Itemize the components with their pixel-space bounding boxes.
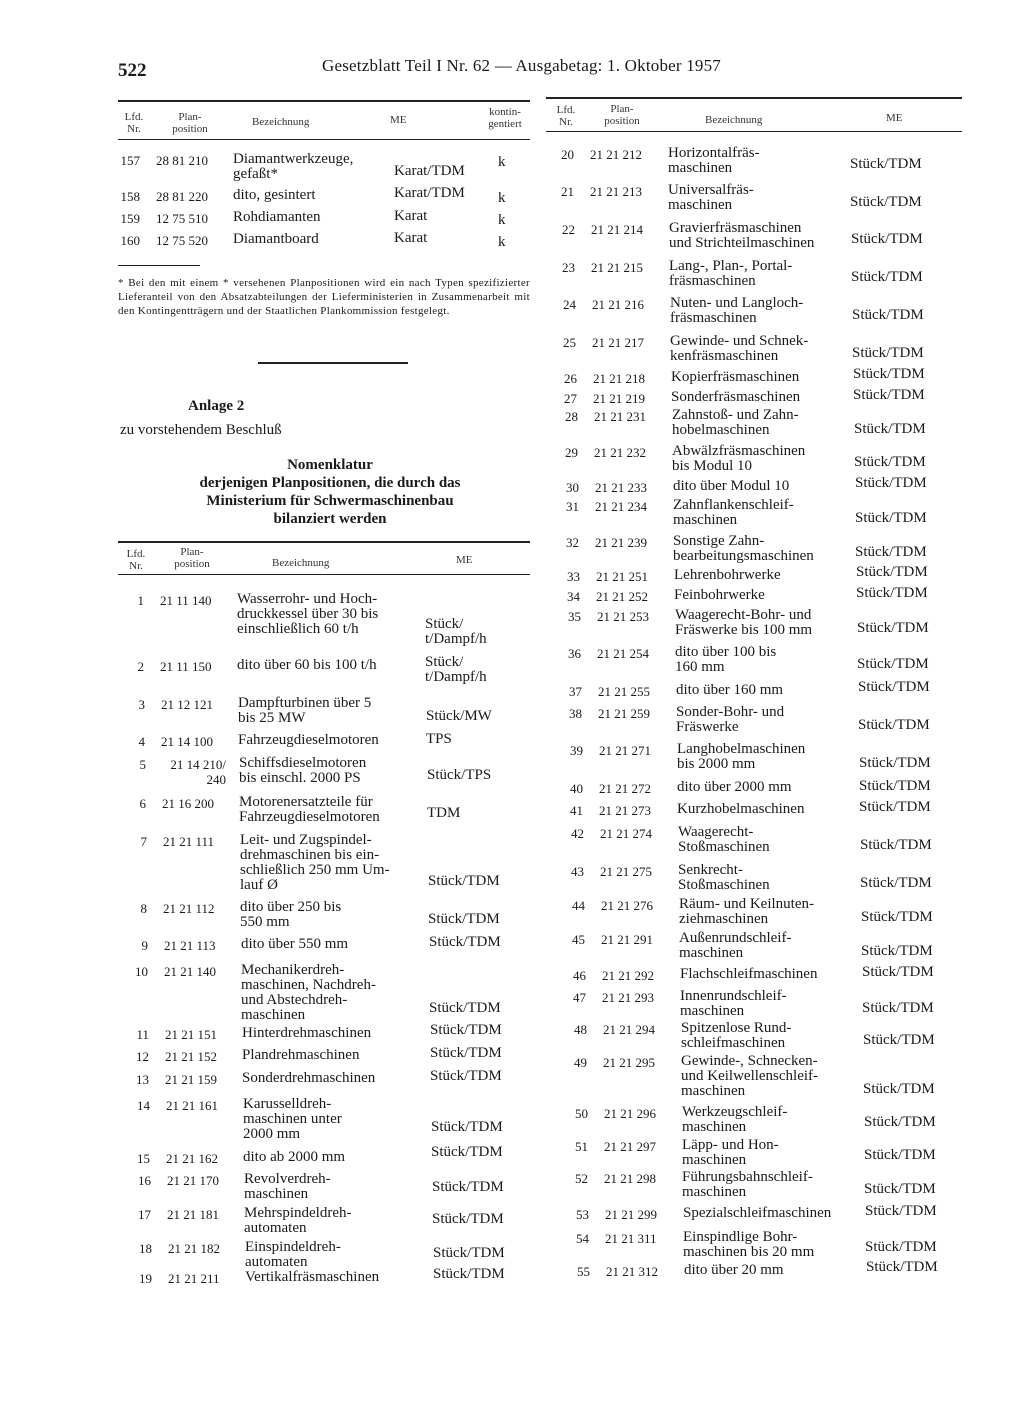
plan-position: 21 21 294	[603, 1022, 655, 1037]
designation: Revolverdreh- maschinen	[244, 1171, 331, 1202]
row-number: 48	[574, 1022, 587, 1037]
designation: Diamantwerkzeuge, gefaßt*	[233, 151, 354, 182]
row-number: 38	[569, 706, 582, 721]
plan-position: 21 21 311	[605, 1231, 657, 1246]
row-number: 41	[570, 803, 583, 818]
row-number: 9	[141, 938, 148, 953]
row-number: 27	[564, 391, 577, 406]
plan-position: 21 21 253	[597, 609, 649, 624]
plan-position: 12 75 510	[156, 211, 208, 226]
unit-of-measure: Stück/TDM	[855, 475, 927, 491]
plan-position: 21 21 159	[165, 1072, 217, 1087]
row-number: 35	[568, 609, 581, 624]
unit-of-measure: Stück/TDM	[859, 778, 931, 794]
unit-of-measure: Stück/TDM	[430, 1022, 502, 1038]
designation: Räum- und Keilnuten- ziehmaschinen	[679, 896, 814, 927]
plan-position: 21 21 216	[592, 297, 644, 312]
unit-of-measure: Stück/TDM	[857, 656, 929, 672]
designation: Außenrundschleif- maschinen	[679, 930, 792, 961]
plan-position: 21 21 218	[593, 371, 645, 386]
unit-of-measure: Stück/TDM	[852, 307, 924, 323]
row-number: 30	[566, 480, 579, 495]
designation: Innenrundschleif- maschinen	[680, 988, 787, 1019]
unit-of-measure: Stück/TDM	[859, 799, 931, 815]
unit-of-measure: Stück/TDM	[864, 1181, 936, 1197]
designation: Horizontalfräs- maschinen	[668, 145, 760, 176]
row-number: 43	[571, 864, 584, 879]
rule	[118, 139, 530, 140]
designation: Senkrecht- Stoßmaschinen	[678, 862, 770, 893]
row-number: 160	[120, 233, 140, 248]
row-number: 17	[138, 1207, 151, 1222]
row-number: 39	[570, 743, 583, 758]
plan-position: 21 11 150	[160, 659, 212, 674]
row-number: 28	[565, 409, 578, 424]
unit-of-measure: Stück/TDM	[864, 1147, 936, 1163]
row-number: 37	[569, 684, 582, 699]
plan-position: 21 21 182	[168, 1241, 220, 1256]
designation: dito, gesintert	[233, 187, 316, 203]
plan-position: 21 21 292	[602, 968, 654, 983]
designation: Schiffsdieselmotoren bis einschl. 2000 PS	[239, 755, 367, 786]
unit-of-measure: Stück/TDM	[853, 387, 925, 403]
plan-position: 21 21 295	[603, 1055, 655, 1070]
designation: Lang-, Plan-, Portal- fräsmaschinen	[669, 258, 793, 289]
col-header-bezeichnung: Bezeichnung	[705, 114, 763, 126]
unit-of-measure: Stück/TDM	[430, 1045, 502, 1061]
plan-position: 21 21 251	[596, 569, 648, 584]
designation: Flachschleifmaschinen	[680, 966, 818, 982]
row-number: 19	[139, 1271, 152, 1286]
unit-of-measure: Karat	[394, 208, 428, 224]
designation: Waagerecht-Bohr- und Fräswerke bis 100 mm	[675, 607, 813, 638]
col-header-me: ME	[390, 114, 407, 126]
plan-position: 21 12 121	[161, 697, 213, 712]
designation: Motorenersatzteile für Fahrzeugdieselmotoren	[239, 794, 380, 825]
plan-position: 21 21 276	[601, 898, 653, 913]
unit-of-measure: Stück/ t/Dampf/h	[425, 654, 487, 685]
rule	[118, 541, 530, 543]
unit-of-measure: Stück/TDM	[854, 454, 926, 470]
unit-of-measure: Stück/TDM	[858, 717, 930, 733]
unit-of-measure: Stück/TDM	[429, 934, 501, 950]
unit-of-measure: Stück/TDM	[861, 909, 933, 925]
row-number: 51	[575, 1139, 588, 1154]
plan-position: 21 21 112	[163, 901, 215, 916]
unit-of-measure: Stück/TDM	[856, 585, 928, 601]
row-number: 44	[572, 898, 585, 913]
unit-of-measure: Karat/TDM	[394, 163, 465, 179]
col-header-lfd: Lfd. Nr.	[124, 111, 144, 135]
designation: Gewinde- und Schnek- kenfräsmaschinen	[670, 333, 809, 364]
plan-position: 21 21 296	[604, 1106, 656, 1121]
unit-of-measure: Stück/TDM	[865, 1203, 937, 1219]
row-number: 159	[120, 211, 140, 226]
plan-position: 21 21 254	[597, 646, 649, 661]
unit-of-measure: Stück/TDM	[856, 564, 928, 580]
row-number: 47	[573, 990, 586, 1005]
page-number: 522	[118, 60, 147, 81]
unit-of-measure: Stück/TDM	[852, 345, 924, 361]
row-number: 45	[572, 932, 585, 947]
unit-of-measure: Stück/TPS	[427, 767, 492, 783]
designation: dito über 100 bis 160 mm	[675, 644, 777, 675]
col-header-planposition: Plan- position	[172, 111, 208, 135]
plan-position: 21 21 215	[591, 260, 643, 275]
plan-position: 21 21 299	[605, 1207, 657, 1222]
designation: Feinbohrwerke	[674, 587, 765, 603]
unit-of-measure: Stück/TDM	[865, 1239, 937, 1255]
designation: Dampfturbinen über 5 bis 25 MW	[238, 695, 372, 726]
unit-of-measure: Stück/TDM	[858, 679, 930, 695]
designation: Zahnstoß- und Zahn- hobelmaschinen	[672, 407, 799, 438]
unit-of-measure: Stück/TDM	[862, 964, 934, 980]
designation: Langhobelmaschinen bis 2000 mm	[677, 741, 806, 772]
designation: Universalfräs- maschinen	[668, 182, 754, 213]
row-number: 54	[576, 1231, 589, 1246]
unit-of-measure: Stück/MW	[426, 708, 492, 724]
col-header-kontingentiert: kontin- gentiert	[488, 106, 522, 130]
row-number: 25	[563, 335, 576, 350]
row-number: 15	[137, 1151, 150, 1166]
designation: dito über 60 bis 100 t/h	[237, 657, 377, 673]
unit-of-measure: Stück/TDM	[850, 194, 922, 210]
row-number: 158	[120, 189, 140, 204]
designation: dito ab 2000 mm	[243, 1149, 346, 1165]
designation: Gravierfräsmaschinen und Strichteilmaschinen	[669, 220, 815, 251]
unit-of-measure: TDM	[427, 805, 461, 821]
plan-position: 21 21 152	[165, 1049, 217, 1064]
designation: Hinterdrehmaschinen	[242, 1025, 372, 1041]
row-number: 31	[566, 499, 579, 514]
designation: Spitzenlose Rund- schleifmaschinen	[681, 1020, 792, 1051]
footnote: * Bei den mit einem * versehenen Planpositionen wird ein nach Typen spezifizierter Lieferanteil von den Absatzabteilungen der Lieferministerien in Zusammenarbeit mit den Kontingentträgern und der Staatlichen Plankommission festgelegt.	[118, 277, 530, 317]
row-number: 5	[139, 757, 146, 772]
plan-position: 21 21 233	[595, 480, 647, 495]
row-number: 11	[136, 1027, 149, 1042]
plan-position: 21 21 213	[590, 184, 642, 199]
row-number: 12	[136, 1049, 149, 1064]
plan-position: 21 21 275	[600, 864, 652, 879]
row-number: 2	[137, 659, 144, 674]
row-number: 32	[566, 535, 579, 550]
plan-position: 21 21 293	[602, 990, 654, 1005]
col-header-bezeichnung: Bezeichnung	[272, 557, 330, 569]
rule	[118, 100, 530, 102]
row-number: 52	[575, 1171, 588, 1186]
plan-position: 21 14 100	[161, 734, 213, 749]
designation: Abwälzfräsmaschinen bis Modul 10	[672, 443, 806, 474]
unit-of-measure: Stück/ t/Dampf/h	[425, 616, 487, 647]
plan-position: 21 14 210/ 240	[170, 757, 226, 787]
designation: dito über Modul 10	[673, 478, 790, 494]
unit-of-measure: Stück/TDM	[432, 1211, 504, 1227]
plan-position: 21 21 255	[598, 684, 650, 699]
designation: Kurzhobelmaschinen	[677, 801, 805, 817]
designation: Einspindeldreh- automaten	[245, 1239, 341, 1270]
row-number: 8	[140, 901, 147, 916]
row-number: 24	[563, 297, 576, 312]
designation: dito über 2000 mm	[677, 779, 792, 795]
plan-position: 21 21 214	[591, 222, 643, 237]
unit-of-measure: Stück/TDM	[431, 1144, 503, 1160]
plan-position: 21 21 162	[166, 1151, 218, 1166]
designation: Waagerecht- Stoßmaschinen	[678, 824, 770, 855]
row-number: 1	[137, 593, 144, 608]
row-number: 157	[120, 153, 140, 168]
row-number: 20	[561, 147, 574, 162]
rule	[546, 131, 962, 132]
plan-position: 21 21 274	[600, 826, 652, 841]
annex-subtitle: zu vorstehendem Beschluß	[120, 422, 282, 438]
col-header-me: ME	[456, 554, 473, 566]
designation: Karusselldreh- maschinen unter 2000 mm	[243, 1096, 342, 1142]
designation: Spezialschleifmaschinen	[683, 1205, 832, 1221]
row-number: 34	[567, 589, 580, 604]
designation: dito über 250 bis 550 mm	[240, 899, 342, 930]
rule	[118, 574, 530, 575]
unit-of-measure: Stück/TDM	[866, 1259, 938, 1275]
col-header-lfd: Lfd. Nr.	[556, 104, 576, 128]
plan-position: 21 21 234	[595, 499, 647, 514]
designation: dito über 160 mm	[676, 682, 784, 698]
designation: Nuten- und Langloch- fräsmaschinen	[670, 295, 804, 326]
unit-of-measure: Stück/TDM	[862, 1000, 934, 1016]
annex-title: Anlage 2	[188, 398, 245, 414]
row-number: 23	[562, 260, 575, 275]
unit-of-measure: Stück/TDM	[429, 1000, 501, 1016]
unit-of-measure: Stück/TDM	[428, 873, 500, 889]
designation: Kopierfräsmaschinen	[671, 369, 800, 385]
plan-position: 21 21 252	[596, 589, 648, 604]
plan-position: 21 21 140	[164, 964, 216, 979]
rule	[258, 362, 408, 364]
designation: dito über 20 mm	[684, 1262, 784, 1278]
row-number: 4	[138, 734, 145, 749]
plan-position: 21 21 219	[593, 391, 645, 406]
designation: Sonder-Bohr- und Fräswerke	[676, 704, 785, 735]
plan-position: 21 21 170	[167, 1173, 219, 1188]
contingent-flag: k	[498, 234, 506, 250]
row-number: 29	[565, 445, 578, 460]
unit-of-measure: Stück/TDM	[851, 269, 923, 285]
plan-position: 21 21 272	[599, 781, 651, 796]
row-number: 21	[561, 184, 574, 199]
designation: Läpp- und Hon- maschinen	[682, 1137, 779, 1168]
col-header-me: ME	[886, 112, 903, 124]
row-number: 6	[139, 796, 146, 811]
plan-position: 12 75 520	[156, 233, 208, 248]
unit-of-measure: Stück/TDM	[861, 943, 933, 959]
unit-of-measure: Stück/TDM	[432, 1179, 504, 1195]
row-number: 13	[136, 1072, 149, 1087]
row-number: 36	[568, 646, 581, 661]
row-number: 10	[135, 964, 148, 979]
col-header-planposition: Plan- position	[174, 546, 210, 570]
designation: Mechanikerdreh- maschinen, Nachdreh- und Abstechdreh- maschinen	[241, 962, 376, 1023]
row-number: 50	[575, 1106, 588, 1121]
unit-of-measure: Stück/TDM	[853, 366, 925, 382]
row-number: 33	[567, 569, 580, 584]
unit-of-measure: Stück/TDM	[864, 1114, 936, 1130]
plan-position: 21 21 232	[594, 445, 646, 460]
designation: Einspindlige Bohr- maschinen bis 20 mm	[683, 1229, 815, 1260]
plan-position: 21 21 111	[163, 834, 215, 849]
contingent-flag: k	[498, 190, 506, 206]
plan-position: 21 21 291	[601, 932, 653, 947]
designation: Leit- und Zugspindel- drehmaschinen bis ein- schließlich 250 mm Um- lauf Ø	[240, 832, 390, 893]
plan-position: 21 21 217	[592, 335, 644, 350]
designation: Sonderdrehmaschinen	[242, 1070, 376, 1086]
unit-of-measure: Karat/TDM	[394, 185, 465, 201]
plan-position: 21 21 312	[606, 1264, 658, 1279]
row-number: 53	[576, 1207, 589, 1222]
designation: Sonderfräsmaschinen	[671, 389, 801, 405]
plan-position: 21 21 259	[598, 706, 650, 721]
designation: dito über 550 mm	[241, 936, 349, 952]
unit-of-measure: Stück/TDM	[863, 1032, 935, 1048]
unit-of-measure: Stück/TDM	[857, 620, 929, 636]
designation: Lehrenbohrwerke	[674, 567, 781, 583]
row-number: 46	[573, 968, 586, 983]
designation: Rohdiamanten	[233, 209, 321, 225]
unit-of-measure: Stück/TDM	[431, 1119, 503, 1135]
unit-of-measure: Stück/TDM	[433, 1245, 505, 1261]
plan-position: 21 21 211	[168, 1271, 220, 1286]
plan-position: 21 11 140	[160, 593, 212, 608]
row-number: 49	[574, 1055, 587, 1070]
unit-of-measure: Stück/TDM	[860, 875, 932, 891]
unit-of-measure: Stück/TDM	[855, 544, 927, 560]
plan-position: 21 21 273	[599, 803, 651, 818]
plan-position: 21 21 151	[165, 1027, 217, 1042]
plan-position: 28 81 210	[156, 153, 208, 168]
unit-of-measure: Stück/TDM	[863, 1081, 935, 1097]
designation: Vertikalfräsmaschinen	[245, 1269, 380, 1285]
plan-position: 21 21 298	[604, 1171, 656, 1186]
rule	[118, 265, 200, 266]
plan-position: 21 21 113	[164, 938, 216, 953]
row-number: 55	[577, 1264, 590, 1279]
plan-position: 21 21 181	[167, 1207, 219, 1222]
row-number: 16	[138, 1173, 151, 1188]
designation: Plandrehmaschinen	[242, 1047, 360, 1063]
designation: Führungsbahnschleif- maschinen	[682, 1169, 813, 1200]
row-number: 42	[571, 826, 584, 841]
plan-position: 21 21 161	[166, 1098, 218, 1113]
plan-position: 28 81 220	[156, 189, 208, 204]
col-header-lfd: Lfd. Nr.	[126, 548, 146, 572]
row-number: 22	[562, 222, 575, 237]
row-number: 7	[140, 834, 147, 849]
unit-of-measure: Stück/TDM	[859, 755, 931, 771]
designation: Diamantboard	[233, 231, 319, 247]
unit-of-measure: Stück/TDM	[850, 156, 922, 172]
row-number: 18	[139, 1241, 152, 1256]
unit-of-measure: Stück/TDM	[430, 1068, 502, 1084]
col-header-planposition: Plan- position	[604, 103, 640, 127]
plan-position: 21 21 231	[594, 409, 646, 424]
unit-of-measure: Stück/TDM	[428, 911, 500, 927]
plan-position: 21 16 200	[162, 796, 214, 811]
plan-position: 21 21 212	[590, 147, 642, 162]
row-number: 3	[138, 697, 145, 712]
unit-of-measure: Stück/TDM	[851, 231, 923, 247]
designation: Fahrzeugdieselmotoren	[238, 732, 379, 748]
nomenclature-heading: Nomenklatur derjenigen Planpositionen, die durch das Ministerium für Schwermaschinenbau bilanziert werden	[199, 457, 461, 527]
unit-of-measure: TPS	[426, 731, 452, 747]
rule	[546, 97, 962, 99]
designation: Wasserrohr- und Hoch- druckkessel über 30 bis einschließlich 60 t/h	[237, 591, 379, 637]
col-header-bezeichnung: Bezeichnung	[252, 116, 310, 128]
unit-of-measure: Stück/TDM	[860, 837, 932, 853]
running-title: Gesetzblatt Teil I Nr. 62 — Ausgabetag: 1. Oktober 1957	[322, 56, 722, 75]
plan-position: 21 21 271	[599, 743, 651, 758]
unit-of-measure: Stück/TDM	[433, 1266, 505, 1282]
contingent-flag: k	[498, 212, 506, 228]
unit-of-measure: Stück/TDM	[855, 510, 927, 526]
row-number: 26	[564, 371, 577, 386]
designation: Zahnflankenschleif- maschinen	[673, 497, 794, 528]
plan-position: 21 21 297	[604, 1139, 656, 1154]
unit-of-measure: Karat	[394, 230, 428, 246]
designation: Sonstige Zahn- bearbeitungsmaschinen	[673, 533, 814, 564]
row-number: 14	[137, 1098, 150, 1113]
designation: Werkzeugschleif- maschinen	[682, 1104, 788, 1135]
contingent-flag: k	[498, 154, 506, 170]
row-number: 40	[570, 781, 583, 796]
designation: Mehrspindeldreh- automaten	[244, 1205, 352, 1236]
designation: Gewinde-, Schnecken- und Keilwellenschleif- maschinen	[681, 1053, 819, 1099]
plan-position: 21 21 239	[595, 535, 647, 550]
unit-of-measure: Stück/TDM	[854, 421, 926, 437]
